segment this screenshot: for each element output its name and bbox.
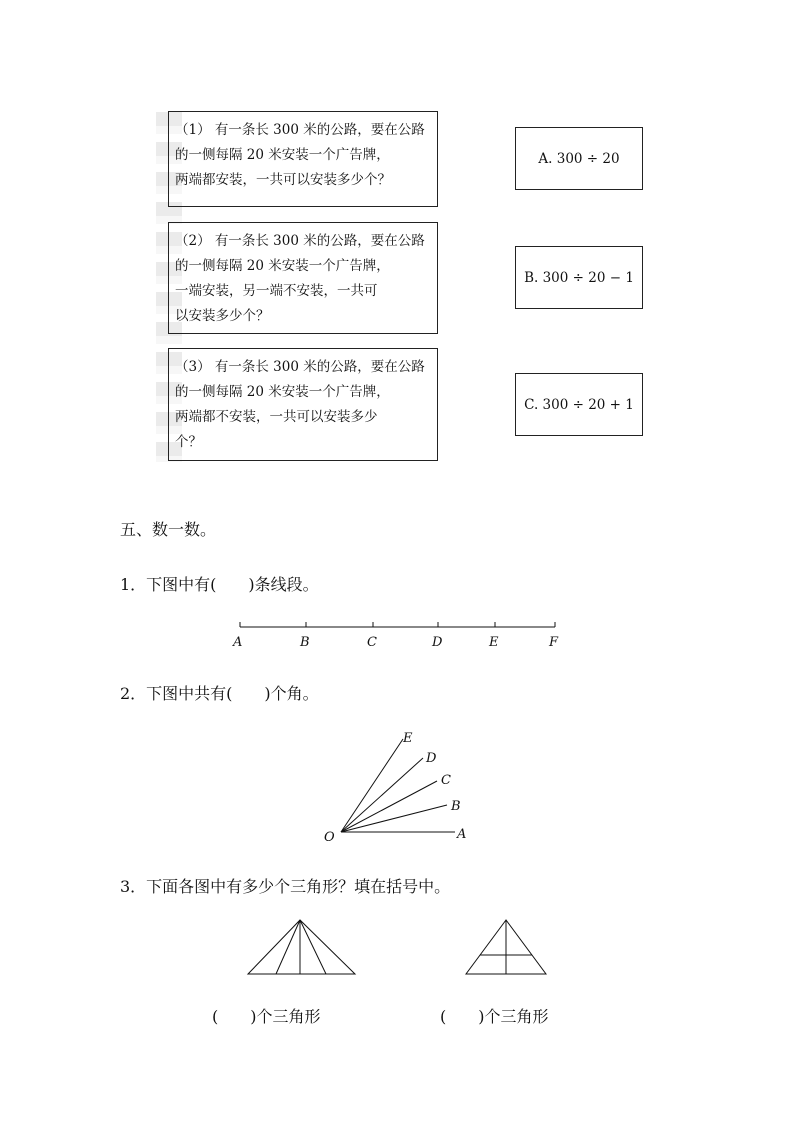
question-box-1 (168, 111, 438, 207)
ray-label-c: C (441, 773, 451, 788)
angle-figure (315, 725, 485, 850)
answer-box-a (515, 127, 643, 190)
question-3-text: 3．下面各图中有多少个三角形？填在括号中。 (120, 877, 451, 896)
point-label-a: A (233, 635, 243, 650)
section-title: 五、数一数。 (120, 520, 217, 539)
question-3-line-1: （3） 有一条长 300 米的公路，要在公路 (175, 359, 425, 375)
ray-oe (341, 739, 403, 832)
triangle-figure-left (240, 915, 365, 980)
question-1-text: 1．下图中有( )条线段。 (120, 575, 319, 594)
triangle-figure-right (460, 915, 555, 980)
point-label-b: B (300, 635, 310, 650)
question-1-line-2: 的一侧每隔 20 米安装一个广告牌， (175, 147, 390, 163)
vertex-label-o: O (324, 830, 335, 845)
ray-label-e: E (403, 731, 413, 746)
triangle-outline-left (248, 920, 355, 974)
question-3-line-4: 个？ (175, 434, 202, 450)
point-label-c: C (367, 635, 377, 650)
caption-right: ( )个三角形 (440, 1007, 549, 1026)
ray-label-b: B (451, 799, 461, 814)
point-label-f: F (549, 635, 559, 650)
ray-label-a: A (457, 827, 467, 842)
point-label-d: D (432, 635, 443, 650)
ray-label-d: D (426, 751, 437, 766)
question-2-line-2: 的一侧每隔 20 米安装一个广告牌， (175, 258, 390, 274)
question-2-line-1: （2） 有一条长 300 米的公路，要在公路 (175, 233, 425, 249)
question-1-line-1: （1） 有一条长 300 米的公路，要在公路 (175, 122, 425, 138)
answer-a-text: A. 300 ÷ 20 (538, 150, 620, 167)
line-segment-figure (230, 612, 570, 654)
question-2-text: 2．下图中共有( )个角。 (120, 684, 319, 703)
point-label-e: E (489, 635, 499, 650)
inner-line-3 (300, 920, 326, 974)
question-2-line-4: 以安装多少个？ (175, 308, 270, 324)
answer-box-b (515, 246, 643, 309)
inner-line-1 (276, 920, 300, 974)
question-3-line-2: 的一侧每隔 20 米安装一个广告牌， (175, 384, 390, 400)
answer-b-text: B. 300 ÷ 20 − 1 (524, 269, 634, 286)
answer-c-text: C. 300 ÷ 20 + 1 (524, 396, 634, 413)
caption-left: ( )个三角形 (212, 1007, 321, 1026)
question-box-3 (168, 348, 438, 461)
question-1-line-3: 两端都安装，一共可以安装多少个？ (175, 172, 391, 188)
question-2-line-3: 一端安装，另一端不安装，一共可 (175, 283, 378, 299)
question-box-2 (168, 222, 438, 334)
question-3-line-3: 两端都不安装，一共可以安装多少 (175, 409, 378, 425)
answer-box-c (515, 373, 643, 436)
